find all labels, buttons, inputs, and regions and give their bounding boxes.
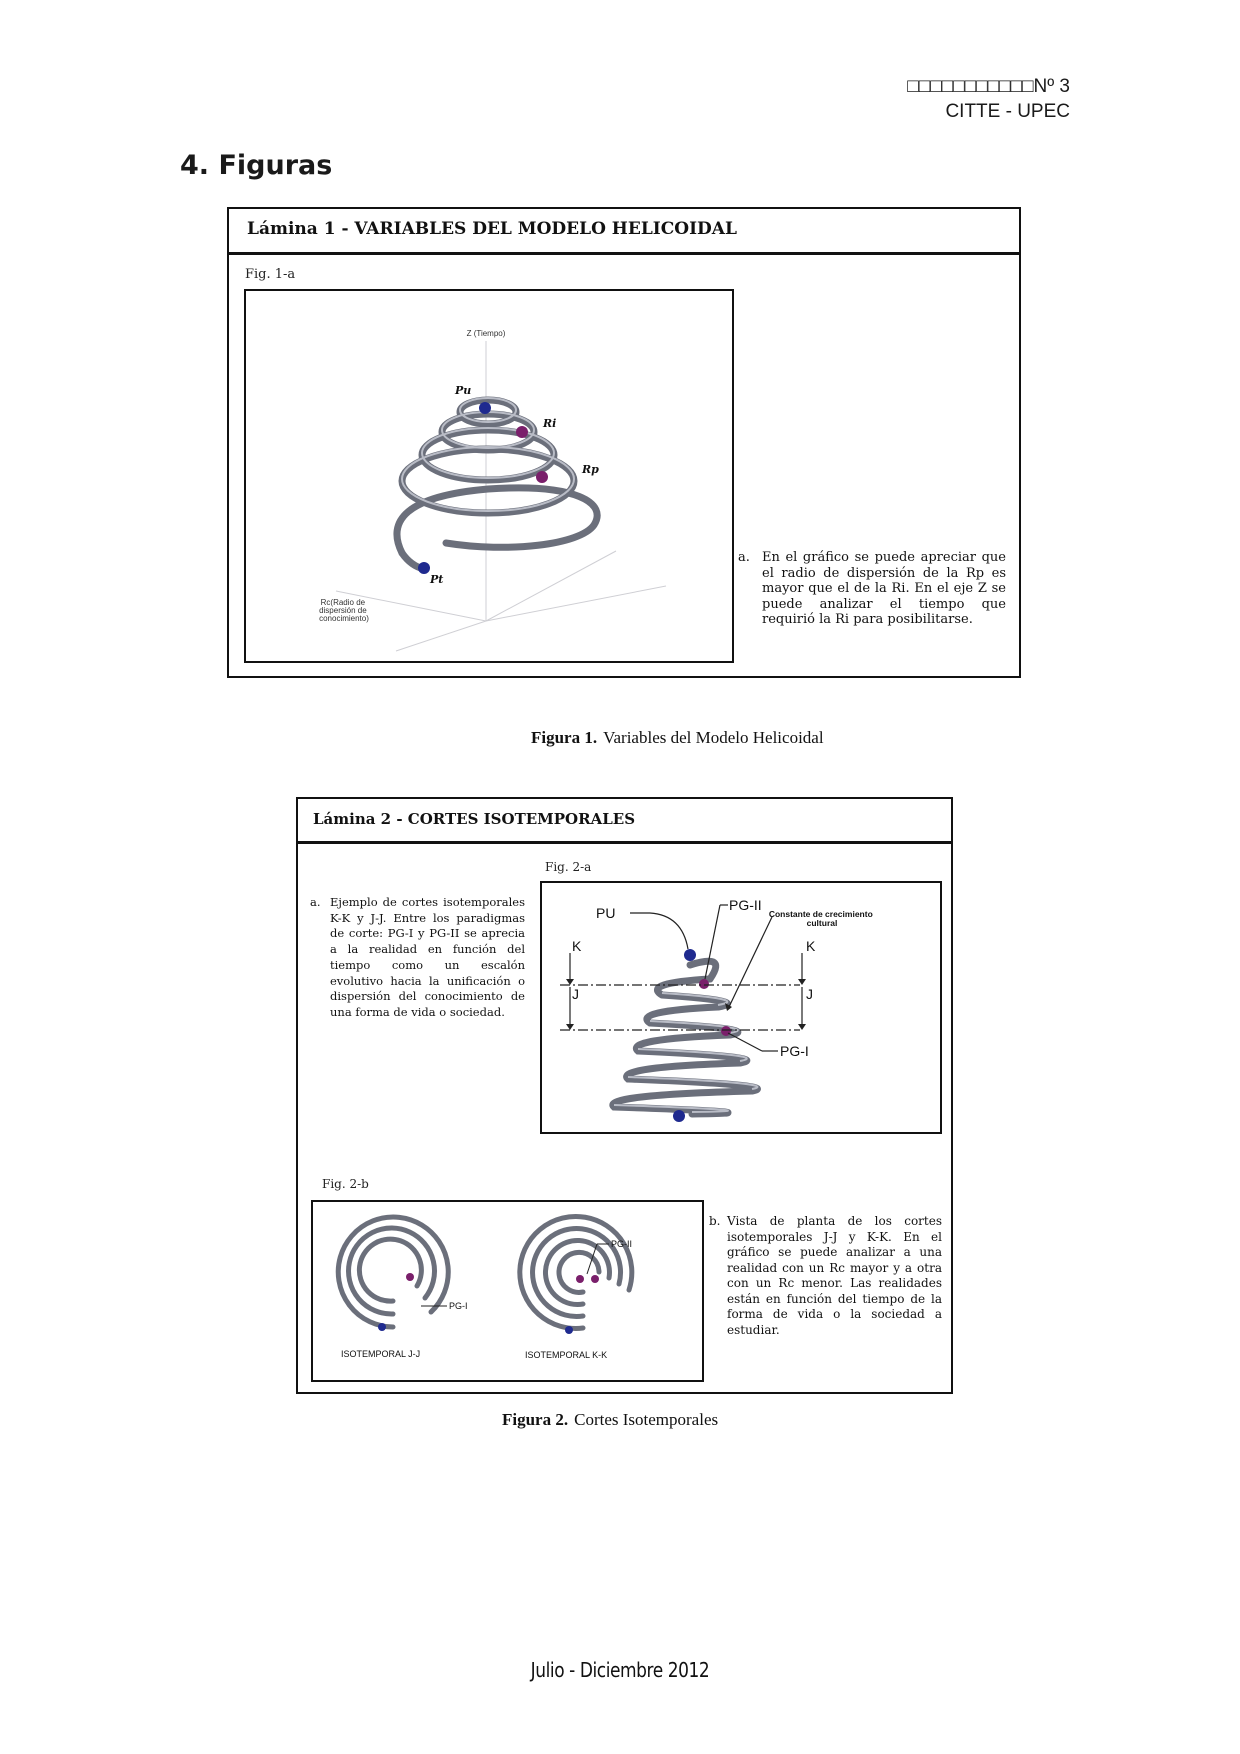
plate-2 (296, 797, 953, 1394)
figure-2-caption-label: Figura 2. (502, 1410, 569, 1429)
axis-z-label: Z (Tiempo) (466, 329, 506, 338)
figure-2-caption (502, 1410, 718, 1430)
axis-rc-label: Rc(Radio de dispersión de conocimiento) (319, 598, 369, 623)
pg-ii-point-a (576, 1275, 584, 1283)
fig-2a-box (540, 881, 942, 1134)
pg-i-point (406, 1273, 414, 1281)
plate-2-note-a-marker: a. (310, 895, 321, 909)
figure-1-caption (531, 728, 824, 748)
j-label-right: J (806, 986, 813, 1002)
pg-ii-label: PG-II (611, 1239, 633, 1249)
pg-i-point (721, 1026, 731, 1036)
plan-view-figure (313, 1202, 702, 1380)
helix-cone-figure (246, 291, 732, 661)
figure-1-caption-text: Variables del Modelo Helicoidal (603, 728, 824, 747)
journal-org: CITTE - UPEC (945, 101, 1070, 122)
pt-point (418, 562, 430, 574)
plate-2-note-a (310, 895, 525, 1021)
plate-2-note-b-text: Vista de planta de los cortes isotemporales J-J y K-K. En el gráfico se puede analizar a una realidad con un Rc mayor y a otra con un Rc menor. Las realidades están en función del tiempo de la forma de vida o la sociedad a estudiar. (727, 1214, 942, 1337)
pg-i-label: PG-I (780, 1043, 809, 1059)
section-title: 4. Figuras (180, 150, 333, 181)
plate-2-note-a-text: Ejemplo de cortes isotemporales K-K y J-J. Entre los paradigmas de corte: PG-I y PG-II se aprecia a la realidad en función del tiempo como un escalón evolutivo hacia la unificación o dispersión del conocimiento de una forma de vida o sociedad. (330, 895, 525, 1019)
fig-2b-label: Fig. 2-b (322, 1177, 369, 1191)
pu-label: Pu (455, 384, 472, 397)
fig-2b-box (311, 1200, 704, 1382)
plate-2-title: Lámina 2 - CORTES ISOTEMPORALES (298, 799, 951, 844)
fig-1a-box (244, 289, 734, 663)
ri-point (516, 426, 528, 438)
isotemporal-jj-label: ISOTEMPORAL J-J (341, 1349, 421, 1359)
constant-label: Constante de crecimiento cultural (768, 909, 873, 928)
plate-2-note-b-marker: b. (709, 1214, 721, 1228)
spiral-kk (520, 1216, 632, 1328)
spiral-jj (338, 1217, 448, 1327)
jj-start-point (378, 1323, 386, 1331)
helix-coil (397, 400, 597, 569)
isotemporal-kk-label: ISOTEMPORAL K-K (525, 1350, 608, 1360)
ri-label: Ri (543, 417, 557, 430)
plate-1-note (738, 550, 1006, 628)
fig-1a-label: Fig. 1-a (245, 267, 296, 282)
pt-label: Pt (430, 573, 444, 586)
pu-point (684, 949, 696, 961)
journal-header (907, 74, 1070, 124)
page-footer: Julio - Diciembre 2012 (530, 1658, 710, 1682)
rp-label: Rp (582, 463, 599, 476)
figure-1-caption-label: Figura 1. (531, 728, 598, 747)
end-point (673, 1110, 685, 1122)
j-label-left: J (572, 986, 579, 1002)
rp-point (536, 471, 548, 483)
pu-label: PU (596, 905, 616, 921)
journal-issue: □□□□□□□□□□□Nº 3 (907, 76, 1070, 97)
plate-2-note-b (709, 1214, 942, 1338)
plate-1-title: Lámina 1 - VARIABLES DEL MODELO HELICOIDAL (229, 209, 1019, 255)
plate-1-note-marker: a. (738, 550, 750, 565)
k-label-left: K (572, 938, 582, 954)
pg-ii-point (699, 979, 709, 989)
plate-1 (227, 207, 1021, 678)
plate-1-note-text: En el gráfico se puede apreciar que el radio de dispersión de la Rp es mayor que el de la Ri. En el eje Z se puede analizar el tiempo que requirió la Ri para posibilitarse. (762, 550, 1006, 627)
pu-point (479, 402, 491, 414)
figure-2-caption-text: Cortes Isotemporales (574, 1410, 719, 1429)
pg-i-label: PG-I (449, 1301, 468, 1311)
k-label-right: K (806, 938, 816, 954)
pg-ii-point-b (591, 1275, 599, 1283)
isotemporal-cuts-figure (542, 883, 940, 1132)
kk-start-point (565, 1326, 573, 1334)
pg-ii-label: PG-II (729, 897, 762, 913)
fig-2a-label: Fig. 2-a (545, 860, 592, 874)
